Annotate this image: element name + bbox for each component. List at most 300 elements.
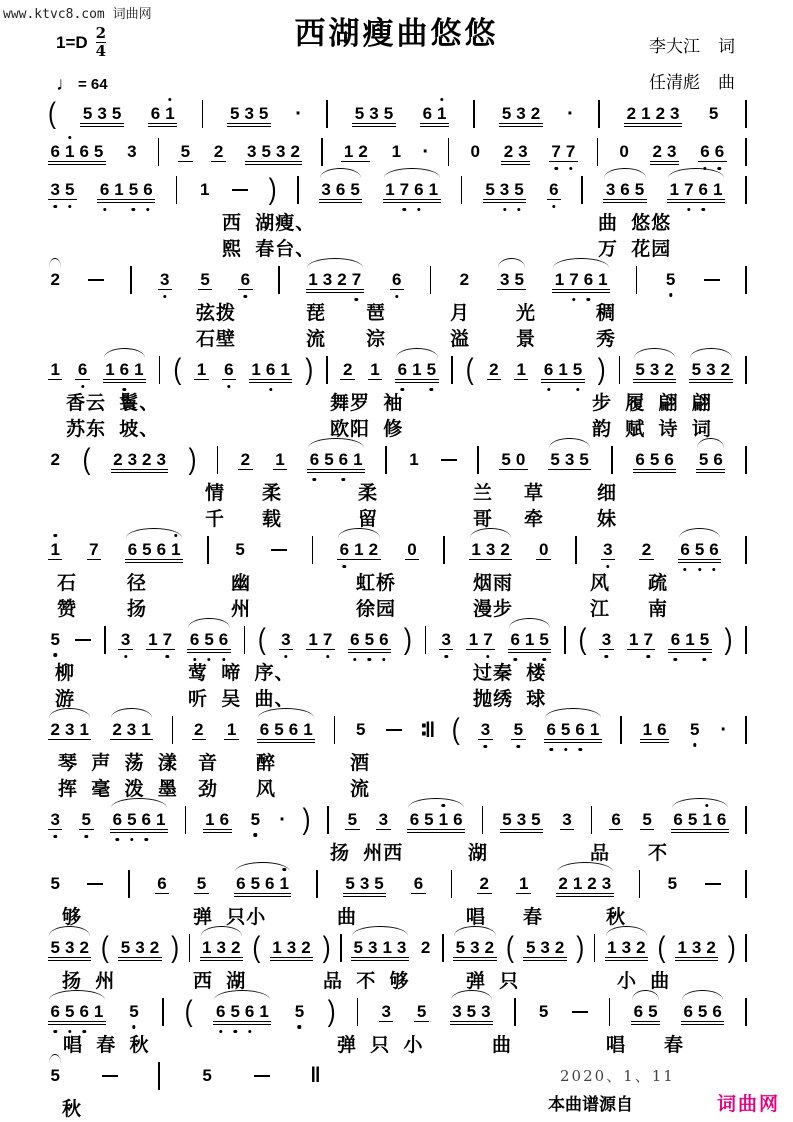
note-digit: 3 <box>378 809 389 829</box>
held-note-dash <box>102 1075 118 1077</box>
octave-dot-below <box>693 743 696 746</box>
lyric-line <box>0 658 793 684</box>
lyric-text: 疏 <box>648 573 669 594</box>
note-digit: 7 <box>567 270 581 290</box>
held-note-dash <box>254 1075 270 1077</box>
note-group <box>348 630 391 651</box>
note-group <box>345 810 359 831</box>
note-group <box>499 104 542 125</box>
held-note-dash <box>441 459 457 461</box>
barline <box>575 536 577 564</box>
barline <box>581 176 583 204</box>
note-digit: 5 <box>347 809 358 829</box>
parenthesis: ) <box>724 622 733 657</box>
note-digit: 6 <box>683 1001 693 1021</box>
lyric-text: 醉 <box>256 753 277 774</box>
lyric-text: 石 <box>57 573 78 594</box>
note-group <box>556 874 614 895</box>
lyric-text: 曲 <box>337 907 358 928</box>
note-digit: 5 <box>697 1001 708 1021</box>
note-digit: 6 <box>307 450 321 470</box>
note-group <box>200 1066 214 1086</box>
note-digit: 2 <box>230 937 241 957</box>
note-group <box>501 142 530 163</box>
octave-dot-above <box>168 98 171 101</box>
note-digit: 5 <box>538 1002 549 1022</box>
note-digit: 1 <box>308 269 318 289</box>
note-digit: 6 <box>222 360 236 380</box>
lyric-text: 弦拨 <box>196 303 237 324</box>
note-group <box>405 540 419 561</box>
note-digit: 6 <box>79 141 89 161</box>
note-digit: 5 <box>648 1001 658 1021</box>
lyric-text: 秋 <box>606 907 627 928</box>
note-digit: 1 <box>516 359 526 379</box>
source-label: 本曲谱源自 <box>548 1095 633 1114</box>
note-digit: 5 <box>501 449 511 469</box>
note-digit: 5 <box>502 809 512 829</box>
note-digit: 5 <box>537 630 551 650</box>
note-digit: 6 <box>712 142 726 162</box>
held-note-dash <box>704 279 720 281</box>
lyric-text: 南 <box>648 599 669 620</box>
note-digit: 1 <box>114 179 124 199</box>
note-digit: 6 <box>117 360 131 380</box>
note-group <box>667 180 725 201</box>
barline <box>745 266 747 294</box>
note-digit: 3 <box>118 630 132 650</box>
lyric-text: 够 <box>62 907 83 928</box>
note-digit: 7 <box>563 142 577 162</box>
barline <box>745 100 747 128</box>
parenthesis: ) <box>302 802 311 837</box>
note-digit: 3 <box>601 540 615 560</box>
note-digit: 5 <box>292 1002 306 1022</box>
barline <box>745 446 747 474</box>
note-group <box>337 540 380 561</box>
lyric-text: 香云 鬟、 <box>66 393 160 414</box>
lyric-text: 唱 <box>466 907 487 928</box>
note-digit: 2 <box>79 937 89 957</box>
lyric-text: 韵 赋 诗 词 <box>592 419 712 440</box>
note-digit: 3 <box>127 142 137 162</box>
note-digit: 2 <box>113 449 123 469</box>
lyric-text: 兰 <box>473 483 494 504</box>
note-digit: 6 <box>348 630 362 650</box>
lyric-text: 景 <box>516 329 537 350</box>
lyric-text: 虹桥 <box>356 573 397 594</box>
note-digit: 7 <box>682 180 696 200</box>
note-digit: 5 <box>570 360 584 380</box>
final-barline: ‖ <box>310 1064 319 1087</box>
note-digit: 6 <box>238 270 252 290</box>
notation-row <box>0 442 793 478</box>
note-digit: 3 <box>381 1001 391 1021</box>
note-digit: 3 <box>322 269 333 289</box>
note-group <box>238 270 252 291</box>
note-digit: 5 <box>424 809 434 829</box>
note-digit: 2 <box>420 938 431 958</box>
lyric-text: 抛绣 球 <box>473 689 547 710</box>
note-group <box>307 450 365 471</box>
note-digit: 1 <box>205 809 215 829</box>
note-digit: 5 <box>228 1002 242 1022</box>
note-digit: 3 <box>516 809 527 829</box>
lyric-text: 光 <box>516 303 537 324</box>
note-group <box>483 180 526 201</box>
note-digit: 2 <box>489 359 499 379</box>
note-digit: 2 <box>290 141 300 161</box>
note-group <box>187 630 230 651</box>
lyric-text: 留 <box>358 509 379 530</box>
note-digit: 5 <box>485 179 495 199</box>
note-digit: 3 <box>518 141 528 161</box>
note-group <box>601 540 615 561</box>
lyric-text: 淙 <box>366 329 387 350</box>
note-digit: 5 <box>350 179 360 199</box>
lyric-text: 唱 <box>606 1035 627 1056</box>
parenthesis: ( <box>184 994 193 1029</box>
barline <box>482 806 484 834</box>
octave-dot-below <box>569 167 572 170</box>
note-digit: 5 <box>687 809 698 829</box>
note-group <box>110 810 168 831</box>
note-group <box>273 450 287 471</box>
parenthesis: ( <box>506 930 514 965</box>
note-digit: 5 <box>550 449 560 469</box>
note-digit: 1 <box>385 179 395 199</box>
note-digit: 0 <box>407 539 417 559</box>
note-digit: 3 <box>321 179 331 199</box>
note-digit: 6 <box>713 449 723 469</box>
note-group <box>48 938 91 959</box>
barline <box>745 998 747 1026</box>
note-group <box>48 630 62 650</box>
note-group <box>118 630 132 651</box>
note-group <box>75 360 89 381</box>
note-group <box>222 360 236 381</box>
lyric-text: 石壁 <box>196 329 237 350</box>
note-digit: 3 <box>279 630 293 650</box>
note-digit: 5 <box>511 720 525 740</box>
note-digit: 6 <box>219 809 230 829</box>
lyric-line <box>0 414 793 440</box>
note-group <box>678 540 721 561</box>
barline <box>745 806 747 834</box>
notation-row <box>0 994 793 1030</box>
note-digit: 0 <box>538 539 549 559</box>
note-digit: 3 <box>48 810 62 830</box>
barline <box>340 934 342 962</box>
note-digit: 5 <box>698 449 709 469</box>
note-group <box>696 450 725 471</box>
lyric-line <box>0 966 793 992</box>
note-group <box>227 104 270 125</box>
note-group <box>603 180 646 201</box>
parenthesis: ( <box>257 622 266 657</box>
lyric-line <box>0 388 793 414</box>
barline <box>477 446 479 474</box>
lyric-line <box>0 1030 793 1056</box>
note-group <box>514 360 528 381</box>
parenthesis: ( <box>173 352 182 387</box>
lyric-text: 劲 <box>198 779 219 800</box>
note-digit: 5 <box>261 141 271 161</box>
note-digit: 3 <box>649 359 660 379</box>
note-digit: 1 <box>93 1001 104 1021</box>
note-digit: 1 <box>436 810 450 830</box>
note-digit: 1 <box>169 540 183 560</box>
note-group <box>97 180 155 201</box>
note-group <box>125 540 183 561</box>
music-system <box>0 134 793 170</box>
note-group <box>478 720 492 741</box>
note-digit: 6 <box>263 360 277 380</box>
note-digit: 5 <box>514 269 524 289</box>
note-digit: 2 <box>636 937 646 957</box>
note-digit: 3 <box>470 937 480 957</box>
lyric-text: 弹 只 <box>466 971 520 992</box>
lyric-text: 草 <box>524 483 545 504</box>
lyric-text: 扬 <box>127 599 148 620</box>
note-group <box>516 874 530 895</box>
note-group <box>245 142 303 163</box>
parenthesis: ) <box>576 930 585 965</box>
note-group <box>111 450 169 471</box>
lyric-text: 柔 <box>262 483 283 504</box>
note-digit: 2 <box>503 141 514 161</box>
note-digit: 6 <box>156 539 167 559</box>
note-digit: 6 <box>335 179 346 199</box>
octave-dot-below <box>669 293 672 296</box>
note-digit: 6 <box>288 719 299 739</box>
note-digit: 1 <box>572 873 583 893</box>
repeat-barline: ∶‖ <box>420 718 434 742</box>
music-system <box>0 532 793 620</box>
note-group <box>627 630 656 651</box>
note-group <box>536 1002 550 1022</box>
note-digit: 2 <box>530 103 541 123</box>
octave-dot-above <box>440 98 443 101</box>
note-group <box>547 180 561 201</box>
note-group <box>233 540 247 560</box>
note-digit: 5 <box>200 269 210 289</box>
notation-row <box>0 352 793 388</box>
note-digit: 7 <box>349 270 363 290</box>
lyric-text: 万 花园 <box>598 239 672 260</box>
note-digit: 5 <box>708 104 719 124</box>
notation-row <box>0 172 793 208</box>
lyric-text: 漫步 <box>473 599 514 620</box>
barline <box>158 1062 160 1090</box>
note-digit: 5 <box>374 873 384 893</box>
note-digit: 5 <box>687 720 701 740</box>
note-group <box>48 720 91 741</box>
note-digit: 5 <box>642 809 652 829</box>
note-group <box>450 1002 493 1023</box>
note-digit: 3 <box>135 937 145 957</box>
note-group <box>665 874 679 894</box>
note-digit: 6 <box>390 270 404 290</box>
note-digit: 5 <box>634 179 645 199</box>
lyric-text: 听 吴 曲、 <box>188 689 295 710</box>
music-system <box>0 622 793 710</box>
note-digit: 5 <box>512 180 526 200</box>
lyric-text: 莺 啼 序、 <box>188 663 295 684</box>
held-note-dash <box>271 549 287 551</box>
barline <box>385 446 387 474</box>
barline <box>636 266 638 294</box>
lyric-text: 哥 <box>473 509 494 530</box>
note-digit: 6 <box>716 809 727 829</box>
note-digit: 5 <box>120 937 131 957</box>
credits <box>649 32 735 104</box>
barline <box>442 934 444 962</box>
note-digit: 1 <box>343 141 354 161</box>
note-group <box>457 270 471 290</box>
octave-dot-below <box>298 1025 301 1028</box>
note-digit: 3 <box>216 937 226 957</box>
note-digit: 2 <box>500 539 510 559</box>
note-digit: 6 <box>664 449 674 469</box>
note-group <box>379 1002 393 1023</box>
held-note-dash <box>232 189 248 191</box>
held-note-dash <box>572 1011 588 1013</box>
note-digit: 1 <box>259 1001 269 1021</box>
note-digit: 5 <box>424 360 438 380</box>
lyric-text: 径 <box>127 573 148 594</box>
lyric-text: 春 <box>523 907 544 928</box>
octave-dot-below <box>54 653 57 656</box>
note-digit: 5 <box>250 873 261 893</box>
lyric-line <box>0 838 793 864</box>
barline <box>514 998 516 1026</box>
note-digit: 6 <box>97 180 111 200</box>
barline <box>609 998 611 1026</box>
note-digit: 6 <box>413 873 424 893</box>
note-digit: 1 <box>428 179 439 199</box>
note-digit: 5 <box>663 270 677 290</box>
barline <box>745 536 747 564</box>
lyric-line <box>0 478 793 504</box>
site-logo: 词曲网 <box>716 1094 780 1115</box>
note-digit: 2 <box>50 270 60 290</box>
note-group <box>110 720 153 741</box>
note-digit: 1 <box>589 719 600 739</box>
note-digit: 1 <box>202 937 212 957</box>
note-digit: 1 <box>277 874 291 894</box>
note-group <box>148 104 177 125</box>
lyric-line <box>0 774 793 800</box>
music-system <box>0 96 793 132</box>
note-digit: 6 <box>508 630 522 650</box>
barline <box>158 138 160 166</box>
note-digit: 6 <box>412 180 426 200</box>
parenthesis: ) <box>188 442 197 477</box>
lyric-text: 妹 <box>597 509 618 530</box>
note-group <box>211 142 225 163</box>
note-digit: 5 <box>202 1066 212 1086</box>
note-digit: 6 <box>678 540 692 560</box>
note-digit: 6 <box>213 1002 227 1022</box>
note-digit: 6 <box>544 720 558 740</box>
note-digit: 2 <box>368 539 379 559</box>
lyric-line <box>0 324 793 350</box>
notation-row <box>0 1058 365 1094</box>
lyric-text: 琵 <box>306 303 327 324</box>
note-group <box>687 720 701 740</box>
note-digit: 5 <box>258 103 269 123</box>
parenthesis: ) <box>403 622 412 657</box>
barline <box>297 176 299 204</box>
lyric-text: 品 <box>590 843 611 864</box>
lyricist-credit <box>649 32 735 57</box>
note-group <box>609 810 623 831</box>
note-group <box>194 874 208 895</box>
lyric-text: 风 <box>590 573 611 594</box>
note-digit: 1 <box>524 629 535 649</box>
parenthesis: ( <box>451 712 460 747</box>
note-digit: 3 <box>126 719 137 739</box>
lyric-text: 州 <box>231 599 252 620</box>
lyric-text: 西 湖 <box>193 971 247 992</box>
note-digit: 1 <box>148 629 158 649</box>
note-group <box>48 1066 62 1086</box>
lyric-text: 不 <box>648 843 669 864</box>
note-digit: 2 <box>664 359 674 379</box>
note-digit: 3 <box>562 809 572 829</box>
note-group <box>383 180 441 201</box>
tempo-value: = 64 <box>78 76 108 93</box>
barline <box>639 870 641 898</box>
lyric-line <box>0 234 793 260</box>
note-digit: 5 <box>50 937 60 957</box>
note-digit: 5 <box>353 937 363 957</box>
note-digit: 1 <box>134 359 144 379</box>
note-group <box>351 938 409 959</box>
note-digit: 5 <box>93 141 104 161</box>
barline <box>128 870 130 898</box>
held-note-dash <box>75 639 91 641</box>
note-digit: 6 <box>337 540 351 560</box>
barline <box>564 626 566 654</box>
note-digit: 1 <box>354 539 364 559</box>
note-group <box>544 720 602 741</box>
note-digit: 5 <box>126 180 140 200</box>
barline <box>620 716 622 744</box>
note-digit: 3 <box>247 141 257 161</box>
note-digit: 5 <box>50 1066 60 1086</box>
note-digit: 5 <box>354 103 365 123</box>
note-group <box>48 540 62 561</box>
lyric-text: 品 不 够 <box>323 971 410 992</box>
barline <box>162 998 164 1026</box>
note-group <box>395 360 438 381</box>
note-group <box>453 938 496 959</box>
notation-row: 6 1 6 5 3 5 2 3 5 3 2 1 2 1 · 0 2 3 7 7 0 2 3 6 6 <box>0 134 793 170</box>
note-digit: 1 <box>62 142 76 162</box>
note-digit: 6 <box>635 449 645 469</box>
lyric-text: 江 <box>590 599 611 620</box>
note-digit: 2 <box>240 449 251 469</box>
note-digit: 6 <box>668 630 682 650</box>
composer-name: 任清彪 <box>649 73 700 92</box>
parenthesis: ) <box>171 930 180 965</box>
note-digit: 3 <box>452 1001 462 1021</box>
lyric-text: 风 <box>256 779 277 800</box>
note-group <box>407 450 421 470</box>
lyric-text: 音 <box>198 753 219 774</box>
